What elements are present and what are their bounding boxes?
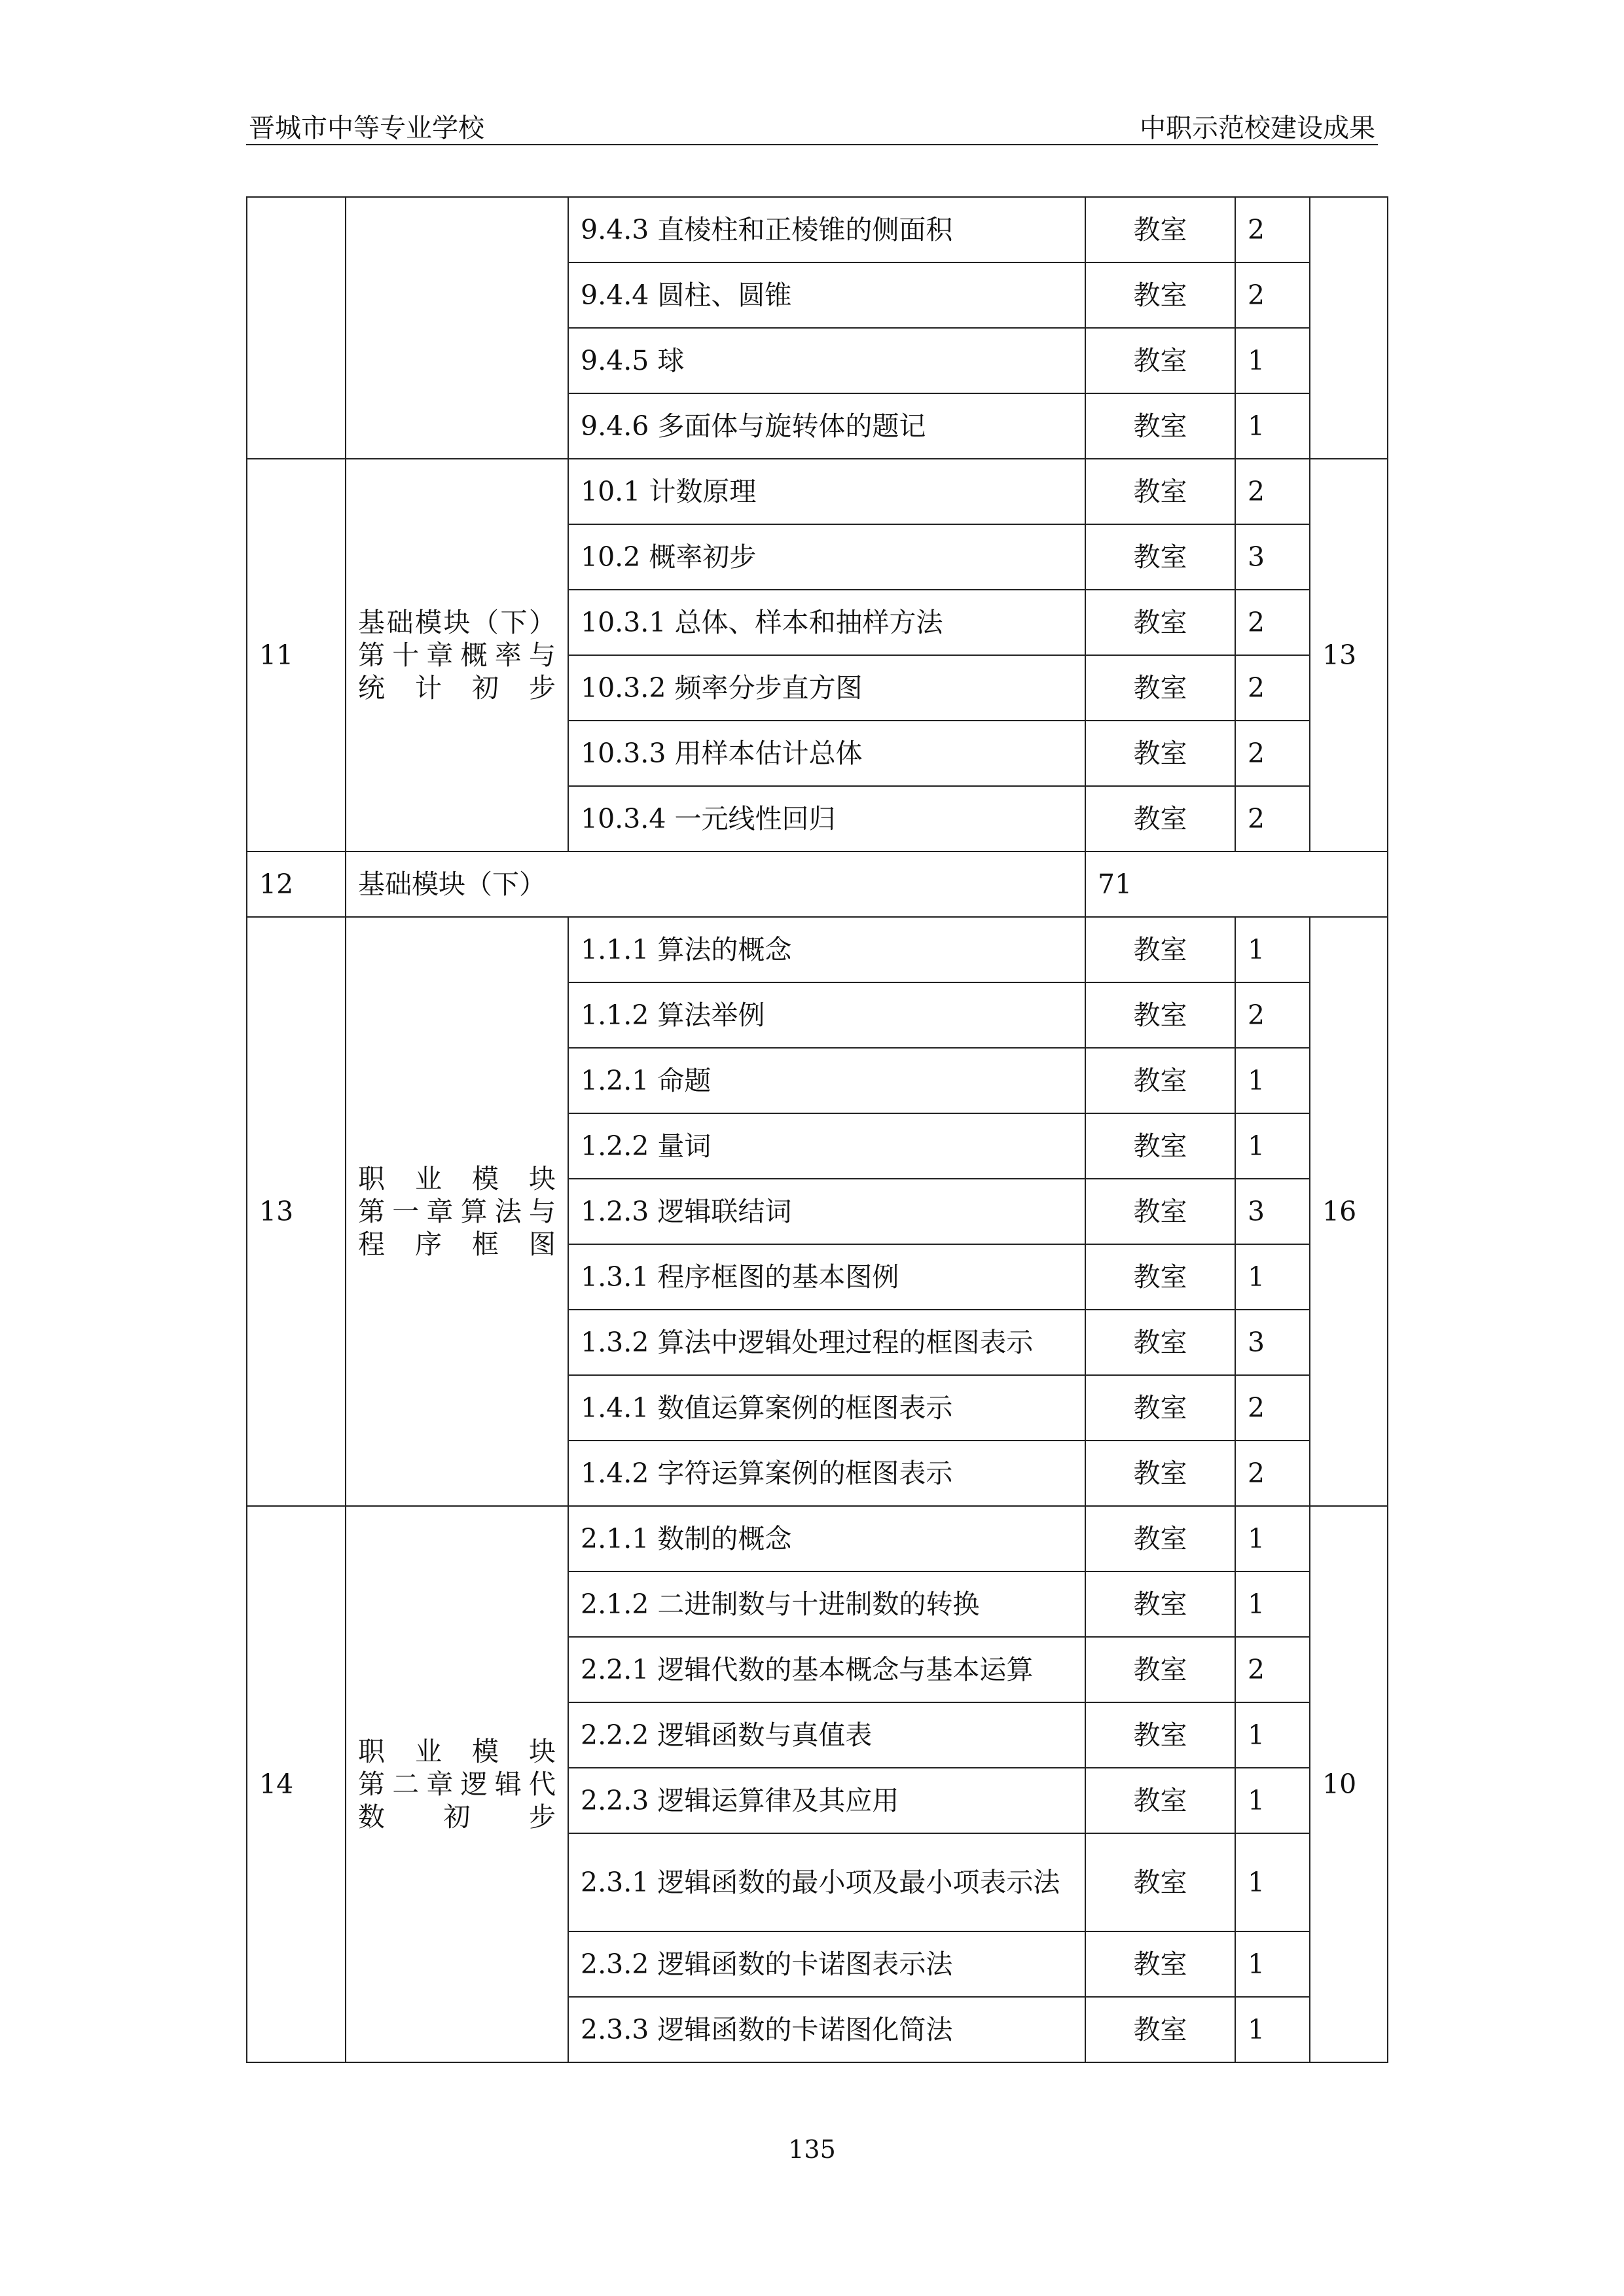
header-document-title: 中职示范校建设成果 — [1140, 113, 1375, 143]
lesson-place: 教室 — [1085, 1375, 1235, 1441]
page-number: 135 — [788, 2135, 836, 2164]
lesson-place: 教室 — [1085, 1931, 1235, 1997]
group-total-hours: 10 — [1310, 1506, 1388, 2062]
lesson-hours: 1 — [1235, 393, 1310, 459]
module-name — [346, 1506, 568, 2062]
lesson-hours: 2 — [1235, 786, 1310, 852]
lesson-place: 教室 — [1085, 982, 1235, 1048]
lesson-topic: 1.3.2 算法中逻辑处理过程的框图表示 — [568, 1310, 1085, 1375]
group-total-hours: 13 — [1310, 459, 1388, 852]
lesson-place: 教室 — [1085, 1768, 1235, 1833]
lesson-hours: 1 — [1235, 1997, 1310, 2062]
lesson-place: 教室 — [1085, 721, 1235, 786]
lesson-hours: 2 — [1235, 262, 1310, 328]
lesson-hours: 1 — [1235, 1768, 1310, 1833]
lesson-hours: 2 — [1235, 1375, 1310, 1441]
lesson-topic: 1.3.1 程序框图的基本图例 — [568, 1244, 1085, 1310]
lesson-hours: 1 — [1235, 328, 1310, 393]
lesson-hours: 1 — [1235, 1048, 1310, 1113]
lesson-topic: 1.2.3 逻辑联结词 — [568, 1179, 1085, 1244]
lesson-topic: 2.3.2 逻辑函数的卡诺图表示法 — [568, 1931, 1085, 1997]
lesson-topic: 2.3.3 逻辑函数的卡诺图化简法 — [568, 1997, 1085, 2062]
curriculum-table-body — [247, 197, 1388, 2062]
lesson-hours: 2 — [1235, 590, 1310, 655]
lesson-hours: 3 — [1235, 1310, 1310, 1375]
module-name-line: 职业模块 — [358, 1736, 556, 1767]
lesson-hours: 1 — [1235, 1931, 1310, 1997]
module-summary-total: 71 — [1085, 852, 1388, 917]
lesson-hours: 2 — [1235, 982, 1310, 1048]
lesson-topic: 1.1.1 算法的概念 — [568, 917, 1085, 982]
lesson-topic: 10.1 计数原理 — [568, 459, 1085, 524]
lesson-hours: 2 — [1235, 655, 1310, 721]
lesson-topic: 2.3.1 逻辑函数的最小项及最小项表示法 — [568, 1833, 1085, 1931]
lesson-hours: 1 — [1235, 1702, 1310, 1768]
header-rule — [246, 144, 1378, 145]
module-name-line: 第十章概率与 — [358, 639, 556, 671]
lesson-place: 教室 — [1085, 524, 1235, 590]
lesson-place: 教室 — [1085, 1833, 1235, 1931]
lesson-hours: 1 — [1235, 1506, 1310, 1571]
lesson-topic: 1.4.2 字符运算案例的框图表示 — [568, 1441, 1085, 1506]
lesson-place: 教室 — [1085, 1048, 1235, 1113]
lesson-hours: 3 — [1235, 1179, 1310, 1244]
group-number: 13 — [247, 917, 346, 1506]
lesson-topic: 2.2.2 逻辑函数与真值表 — [568, 1702, 1085, 1768]
lesson-place: 教室 — [1085, 655, 1235, 721]
lesson-topic: 10.3.4 一元线性回归 — [568, 786, 1085, 852]
lesson-place: 教室 — [1085, 786, 1235, 852]
group-number: 14 — [247, 1506, 346, 2062]
lesson-row — [247, 459, 1388, 524]
lesson-topic: 9.4.3 直棱柱和正棱锥的侧面积 — [568, 197, 1085, 262]
lesson-place: 教室 — [1085, 1637, 1235, 1702]
group-total-hours: 16 — [1310, 917, 1388, 1506]
lesson-hours: 2 — [1235, 1637, 1310, 1702]
lesson-topic: 10.3.1 总体、样本和抽样方法 — [568, 590, 1085, 655]
lesson-hours: 2 — [1235, 459, 1310, 524]
lesson-place: 教室 — [1085, 1506, 1235, 1571]
lesson-topic: 10.2 概率初步 — [568, 524, 1085, 590]
lesson-topic: 9.4.4 圆柱、圆锥 — [568, 262, 1085, 328]
lesson-place: 教室 — [1085, 393, 1235, 459]
lesson-topic: 10.3.3 用样本估计总体 — [568, 721, 1085, 786]
lesson-topic: 1.2.1 命题 — [568, 1048, 1085, 1113]
lesson-place: 教室 — [1085, 1997, 1235, 2062]
lesson-place: 教室 — [1085, 1113, 1235, 1179]
lesson-topic: 1.2.2 量词 — [568, 1113, 1085, 1179]
lesson-hours: 2 — [1235, 1441, 1310, 1506]
lesson-hours: 1 — [1235, 1833, 1310, 1931]
summary-row — [247, 852, 1388, 917]
curriculum-table — [246, 196, 1388, 2063]
lesson-place: 教室 — [1085, 1702, 1235, 1768]
module-name-line: 程序框图 — [358, 1229, 556, 1260]
lesson-place: 教室 — [1085, 1244, 1235, 1310]
lesson-hours: 1 — [1235, 1113, 1310, 1179]
lesson-row — [247, 197, 1388, 262]
lesson-hours: 2 — [1235, 721, 1310, 786]
group-number: 11 — [247, 459, 346, 852]
group-total-hours — [1310, 197, 1388, 459]
module-name-line: 基础模块（下） — [358, 607, 556, 638]
lesson-place: 教室 — [1085, 459, 1235, 524]
module-name — [346, 917, 568, 1506]
lesson-place: 教室 — [1085, 328, 1235, 393]
lesson-topic: 2.1.2 二进制数与十进制数的转换 — [568, 1571, 1085, 1637]
group-number — [247, 197, 346, 459]
lesson-hours: 1 — [1235, 1244, 1310, 1310]
header-school-name: 晋城市中等专业学校 — [249, 113, 484, 143]
module-name-line: 第二章逻辑代 — [358, 1768, 556, 1800]
module-name-line: 第一章算法与 — [358, 1196, 556, 1227]
lesson-topic: 10.3.2 频率分步直方图 — [568, 655, 1085, 721]
lesson-place: 教室 — [1085, 590, 1235, 655]
lesson-place: 教室 — [1085, 1179, 1235, 1244]
module-name — [346, 459, 568, 852]
module-summary-label: 基础模块（下） — [346, 852, 1085, 917]
lesson-place: 教室 — [1085, 262, 1235, 328]
lesson-topic: 1.1.2 算法举例 — [568, 982, 1085, 1048]
lesson-row — [247, 1506, 1388, 1571]
row-number: 12 — [247, 852, 346, 917]
lesson-hours: 1 — [1235, 1571, 1310, 1637]
lesson-place: 教室 — [1085, 1310, 1235, 1375]
lesson-topic: 2.2.3 逻辑运算律及其应用 — [568, 1768, 1085, 1833]
lesson-topic: 2.2.1 逻辑代数的基本概念与基本运算 — [568, 1637, 1085, 1702]
lesson-place: 教室 — [1085, 197, 1235, 262]
lesson-place: 教室 — [1085, 1571, 1235, 1637]
lesson-place: 教室 — [1085, 917, 1235, 982]
lesson-hours: 1 — [1235, 917, 1310, 982]
lesson-hours: 2 — [1235, 197, 1310, 262]
lesson-topic: 9.4.5 球 — [568, 328, 1085, 393]
module-name-line: 统计初步 — [358, 672, 556, 704]
lesson-row — [247, 917, 1388, 982]
module-name — [346, 197, 568, 459]
lesson-topic: 1.4.1 数值运算案例的框图表示 — [568, 1375, 1085, 1441]
module-name-line: 职业模块 — [358, 1163, 556, 1194]
lesson-topic: 9.4.6 多面体与旋转体的题记 — [568, 393, 1085, 459]
lesson-topic: 2.1.1 数制的概念 — [568, 1506, 1085, 1571]
lesson-hours: 3 — [1235, 524, 1310, 590]
lesson-place: 教室 — [1085, 1441, 1235, 1506]
module-name-line: 数初步 — [358, 1801, 556, 1833]
